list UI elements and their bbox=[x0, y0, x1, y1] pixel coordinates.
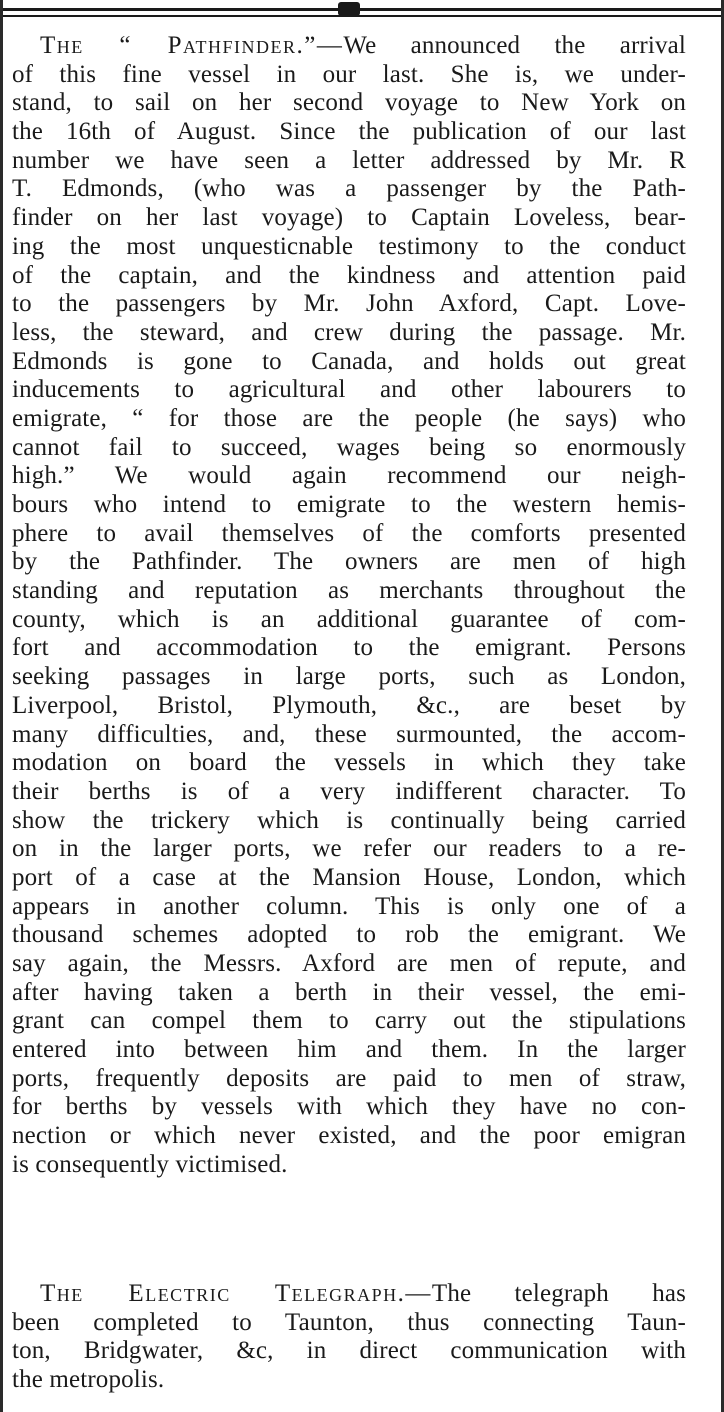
article-line: of this fine vessel in our last. She is, we under- bbox=[12, 60, 686, 88]
article-line: entered into between him and them. In the larger bbox=[12, 1036, 686, 1064]
article-line: nection or which never existed, and the poor emigran bbox=[12, 1122, 686, 1150]
article-line: finder on her last voyage) to Captain Loveless, bear- bbox=[12, 204, 686, 232]
article-line: ton, Bridgwater, &c, in direct communication with bbox=[12, 1337, 686, 1365]
article-line: of the captain, and the kindness and attention paid bbox=[12, 261, 686, 289]
article-pathfinder bbox=[12, 32, 686, 1180]
top-rule-thin bbox=[0, 15, 724, 17]
article-line: modation on board the vessels in which they take bbox=[12, 749, 686, 777]
article-line: been completed to Taunton, thus connecting Taun- bbox=[12, 1308, 686, 1336]
article-electric-telegraph bbox=[12, 1280, 686, 1395]
article-line-text: We announced the arrival bbox=[343, 32, 686, 59]
article-line bbox=[12, 1280, 686, 1309]
article-heading: The “ Pathfinder.”— bbox=[40, 32, 344, 59]
article-line: standing and reputation as merchants throughout the bbox=[12, 577, 686, 605]
article-line: fort and accommodation to the emigrant. Persons bbox=[12, 634, 686, 662]
article-line: say again, the Messrs. Axford are men of repute, and bbox=[12, 950, 686, 977]
article-line: T. Edmonds, (who was a passenger by the Path- bbox=[12, 175, 686, 203]
article-line bbox=[12, 32, 686, 61]
article-line: high.” We would again recommend our neigh- bbox=[12, 462, 686, 490]
article-line: after having taken a berth in their vessel, the emi- bbox=[12, 978, 686, 1006]
article-line: cannot fail to succeed, wages being so enormously bbox=[12, 433, 686, 461]
article-line-text: The telegraph has bbox=[431, 1280, 686, 1307]
article-line: to the passengers by Mr. John Axford, Capt. Love- bbox=[12, 290, 686, 318]
article-line: on in the larger ports, we refer our readers to a re- bbox=[12, 835, 686, 863]
article-line: many difficulties, and, these surmounted, the accom- bbox=[12, 720, 686, 748]
article-line: port of a case at the Mansion House, London, which bbox=[12, 863, 686, 891]
article-heading: The Electric Telegraph.— bbox=[40, 1280, 432, 1307]
article-line: phere to avail themselves of the comforts presented bbox=[12, 519, 686, 547]
article-line: appears in another column. This is only one of a bbox=[12, 892, 686, 920]
article-line: is consequently victimised. bbox=[12, 1150, 288, 1178]
article-line: Edmonds is gone to Canada, and holds out great bbox=[12, 347, 686, 375]
article-line: the metropolis. bbox=[12, 1366, 165, 1394]
article-line: number we have seen a letter addressed by Mr. R bbox=[12, 146, 686, 174]
article-line: less, the steward, and crew during the passage. Mr. bbox=[12, 318, 686, 346]
article-line: stand, to sail on her second voyage to New York on bbox=[12, 89, 686, 117]
article-line: for berths by vessels with which they have no con- bbox=[12, 1093, 686, 1121]
column-border-left bbox=[0, 0, 3, 1412]
top-rule bbox=[0, 8, 724, 11]
article-line: county, which is an additional guarantee of com- bbox=[12, 605, 686, 633]
article-line: bours who intend to emigrate to the western hemis- bbox=[12, 491, 686, 518]
article-line: grant can compel them to carry out the stipulations bbox=[12, 1007, 686, 1035]
article-line: ports, frequently deposits are paid to men of straw, bbox=[12, 1064, 686, 1092]
article-line: their berths is of a very indifferent character. To bbox=[12, 777, 686, 805]
article-line: inducements to agricultural and other labourers to bbox=[12, 376, 686, 404]
article-line: by the Pathfinder. The owners are men of high bbox=[12, 548, 686, 576]
article-line: thousand schemes adopted to rob the emigrant. We bbox=[12, 921, 686, 949]
article-line: ing the most unquesticnable testimony to the conduct bbox=[12, 232, 686, 260]
article-line: seeking passages in large ports, such as London, bbox=[12, 663, 686, 691]
article-line: show the trickery which is continually being carried bbox=[12, 806, 686, 834]
article-line: the 16th of August. Since the publication of our last bbox=[12, 118, 686, 146]
article-line: emigrate, “ for those are the people (he says) who bbox=[12, 404, 686, 432]
article-line: Liverpool, Bristol, Plymouth, &c., are beset by bbox=[12, 691, 686, 719]
